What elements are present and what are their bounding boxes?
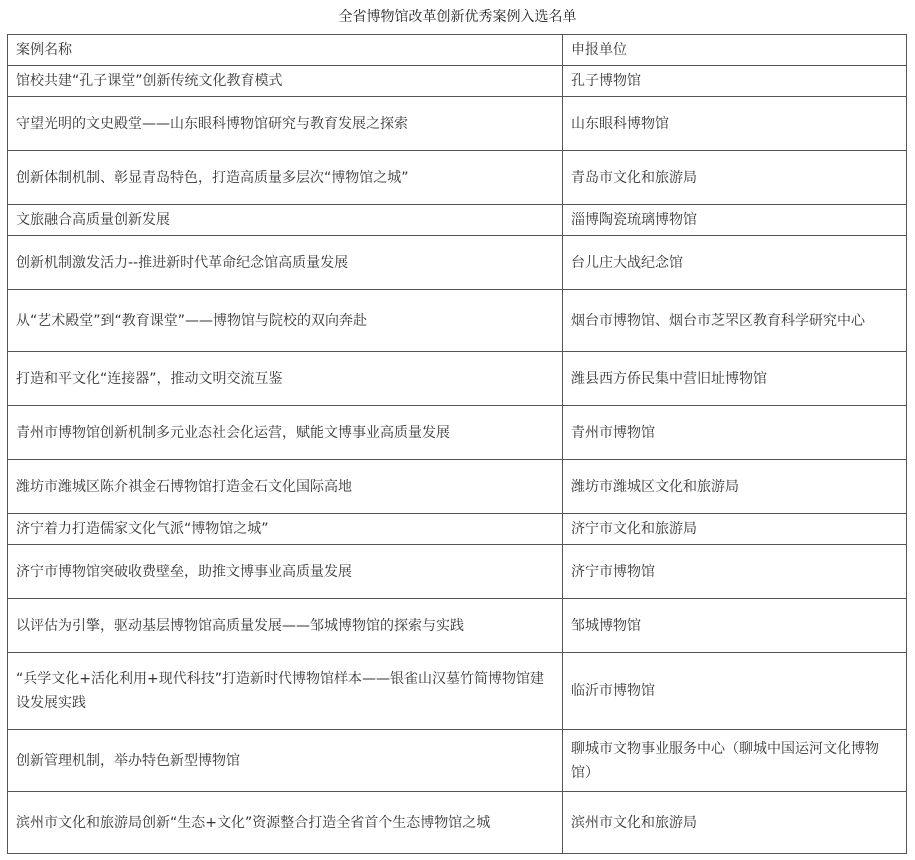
table-row [8,653,907,730]
table-row [8,66,907,97]
table-row [8,545,907,599]
table-row [8,151,907,205]
applicant-unit-cell: 潍县西方侨民集中营旧址博物馆 [563,352,907,406]
table-row [8,792,907,854]
applicant-unit-cell: 济宁市博物馆 [563,545,907,599]
table-row [8,406,907,460]
header-case-name: 案例名称 [8,35,563,66]
applicant-unit-cell: 青岛市文化和旅游局 [563,151,907,205]
case-name-cell: 潍坊市潍城区陈介祺金石博物馆打造金石文化国际高地 [8,460,563,514]
table-body [8,35,907,854]
applicant-unit-cell: 青州市博物馆 [563,406,907,460]
header-applicant-unit: 申报单位 [563,35,907,66]
table-row [8,97,907,151]
table-row [8,236,907,290]
applicant-unit-cell: 济宁市文化和旅游局 [563,514,907,545]
case-name-cell: 济宁着力打造儒家文化气派“博物馆之城” [8,514,563,545]
applicant-unit-cell: 山东眼科博物馆 [563,97,907,151]
case-name-cell: 打造和平文化“连接器”，推动文明交流互鉴 [8,352,563,406]
applicant-unit-cell: 孔子博物馆 [563,66,907,97]
table-caption: 全省博物馆改革创新优秀案例入选名单 [338,9,577,25]
applicant-unit-cell: 潍坊市潍城区文化和旅游局 [563,460,907,514]
case-name-cell: 创新体制机制、彰显青岛特色，打造高质量多层次“博物馆之城” [8,151,563,205]
table-row [8,514,907,545]
table-row [8,460,907,514]
case-name-cell: 文旅融合高质量创新发展 [8,205,563,236]
applicant-unit-cell: 邹城博物馆 [563,599,907,653]
applicant-unit-cell: 淄博陶瓷琉璃博物馆 [563,205,907,236]
case-name-cell: 以评估为引擎，驱动基层博物馆高质量发展——邹城博物馆的探索与实践 [8,599,563,653]
case-name-cell: 滨州市文化和旅游局创新“生态+文化”资源整合打造全省首个生态博物馆之城 [8,792,563,854]
case-name-cell: 创新机制激发活力--推进新时代革命纪念馆高质量发展 [8,236,563,290]
case-name-cell: 从“艺术殿堂”到“教育课堂”——博物馆与院校的双向奔赴 [8,290,563,352]
table-row [8,290,907,352]
table-header-row [8,35,907,66]
case-name-cell: 守望光明的文史殿堂——山东眼科博物馆研究与教育发展之探索 [8,97,563,151]
case-name-cell: 济宁市博物馆突破收费壁垒，助推文博事业高质量发展 [8,545,563,599]
case-name-cell: 青州市博物馆创新机制多元业态社会化运营，赋能文博事业高质量发展 [8,406,563,460]
case-list-table [7,34,907,854]
applicant-unit-cell: 滨州市文化和旅游局 [563,792,907,854]
table-row [8,730,907,792]
applicant-unit-cell: 烟台市博物馆、烟台市芝罘区教育科学研究中心 [563,290,907,352]
applicant-unit-cell: 台儿庄大战纪念馆 [563,236,907,290]
applicant-unit-cell: 聊城市文物事业服务中心（聊城中国运河文化博物馆） [563,730,907,792]
applicant-unit-cell: 临沂市博物馆 [563,653,907,730]
case-name-cell: 馆校共建“孔子课堂”创新传统文化教育模式 [8,66,563,97]
table-row [8,599,907,653]
case-name-cell: “兵学文化+活化利用+现代科技”打造新时代博物馆样本——银雀山汉墓竹简博物馆建设发展实践 [8,653,563,730]
table-row [8,205,907,236]
table-row [8,352,907,406]
case-name-cell: 创新管理机制，举办特色新型博物馆 [8,730,563,792]
